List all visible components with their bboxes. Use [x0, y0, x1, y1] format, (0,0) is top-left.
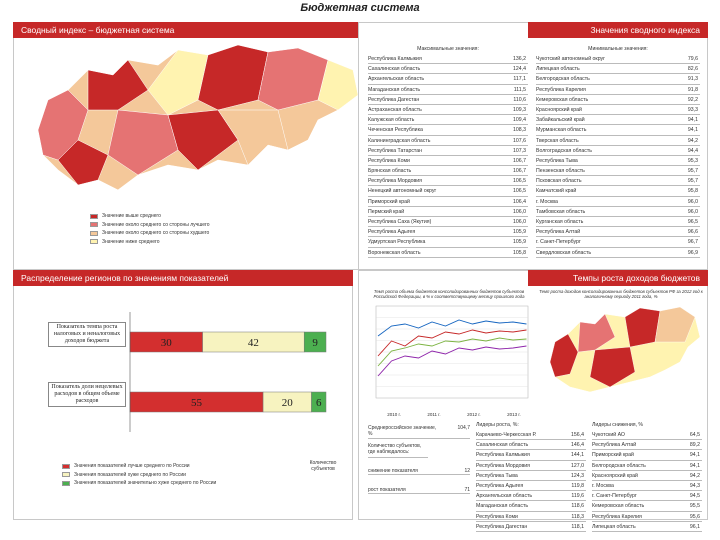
table-row: [476, 512, 586, 522]
row-value: 95,3: [687, 157, 698, 164]
distribution-legend-item: [62, 479, 322, 488]
row-value: 95,5: [689, 503, 700, 510]
row-name: Сахалинская область: [368, 66, 421, 73]
row-value: 95,6: [689, 513, 700, 520]
table-row: [536, 176, 700, 186]
row-name: Воронежская область: [368, 249, 421, 256]
row-name: Мурманская область: [536, 127, 587, 134]
table-row: [592, 501, 702, 511]
table-row: [592, 512, 702, 522]
index-panel-title: Значения сводного индекса: [528, 22, 708, 38]
row-value: 108,3: [513, 127, 526, 134]
growth-map: [540, 302, 705, 412]
row-value: 91,8: [687, 86, 698, 93]
distribution-side-label: Количество субъектов: [309, 460, 337, 472]
row-value: 111,5: [513, 86, 526, 93]
distribution-legend-item: [62, 462, 322, 471]
table-row: [368, 105, 528, 115]
increase-label: рост показателя: [368, 487, 406, 493]
table-row: [368, 64, 528, 74]
row-name: Республика Карелия: [592, 513, 642, 520]
row-name: Тамбовская область: [536, 208, 586, 215]
table-row: [536, 115, 700, 125]
row-value: 110,6: [513, 96, 526, 103]
distribution-bar-label: [48, 382, 126, 426]
distribution-bar-value: 6: [315, 397, 322, 409]
row-name: Республика Адыгея: [476, 482, 524, 489]
row-name: Республика Дагестан: [476, 523, 528, 530]
legend-label: Значения показателей хуже среднего по России: [74, 471, 186, 478]
legend-label: Значения показателей лучше среднего по России: [74, 463, 190, 470]
row-name: Удмуртская Республика: [368, 239, 426, 246]
leaders-header: Лидеры роста, %:: [476, 422, 519, 428]
row-name: г. Санкт-Петербург: [536, 239, 581, 246]
row-value: 94,2: [687, 137, 698, 144]
row-name: Приморский край: [368, 198, 410, 205]
row-value: 95,7: [687, 178, 698, 185]
table-row: [536, 217, 700, 227]
table-row: [476, 440, 586, 450]
row-value: 91,3: [687, 76, 698, 83]
row-name: Республика Дагестан: [368, 96, 420, 103]
legend-swatch: [62, 472, 70, 477]
row-name: Республика Тыва: [536, 157, 578, 164]
row-value: 106,4: [513, 198, 526, 205]
table-row: [536, 248, 700, 258]
row-name: Республика Тыва: [476, 472, 518, 479]
distribution-legend: [62, 462, 322, 488]
row-name: Забайкальский край: [536, 117, 585, 124]
table-row: [592, 491, 702, 501]
row-value: 96,9: [687, 249, 698, 256]
row-name: Курганская область: [536, 219, 584, 225]
row-value: 94,1: [689, 452, 700, 459]
russia-index-map: [18, 40, 363, 200]
table-row: [476, 461, 586, 471]
bar-label-text: Показатель доли нецелевых расходов в общем объеме расходов: [48, 382, 126, 407]
table-row: [368, 197, 528, 207]
distribution-bar-value: 42: [247, 337, 259, 349]
legend-label: Значение ниже среднего: [102, 238, 160, 245]
row-value: 105,8: [513, 249, 526, 256]
row-name: Свердловская область: [536, 249, 592, 256]
row-value: 118,3: [571, 513, 584, 520]
table-row: [368, 186, 528, 196]
row-value: 156,4: [571, 432, 584, 438]
row-name: Республика Татарстан: [368, 147, 422, 154]
table-row: [536, 105, 700, 115]
row-value: 94,2: [689, 472, 700, 479]
increase-value: 71: [464, 487, 470, 493]
row-value: 119,6: [571, 493, 584, 500]
row-name: Красноярский край: [592, 472, 638, 479]
table-row: [536, 197, 700, 207]
row-name: Липецкая область: [592, 523, 636, 530]
distribution-bar-value: 30: [160, 337, 172, 349]
row-value: 64,5: [689, 432, 700, 438]
row-name: Приморский край: [592, 452, 634, 459]
legend-label: Значение выше среднего: [102, 213, 161, 220]
row-name: Ненецкий автономный округ: [368, 188, 437, 195]
avg-value: 104,7: [457, 425, 470, 431]
table-row: [368, 237, 528, 247]
row-name: Чукотский АО: [592, 432, 625, 438]
table-row: [536, 85, 700, 95]
row-value: 107,3: [513, 147, 526, 154]
table-row: [536, 227, 700, 237]
table-row: [536, 54, 700, 64]
row-name: Кемеровская область: [592, 503, 645, 510]
row-name: Республика Адыгея: [368, 229, 416, 236]
table-row: [536, 156, 700, 166]
table-row: [368, 166, 528, 176]
row-value: 106,5: [513, 188, 526, 195]
decrease-label: снижение показателя: [368, 468, 418, 474]
table-row: [536, 64, 700, 74]
legend-label: Значение около среднего со стороны худшего: [102, 230, 210, 237]
stats-block: [368, 424, 470, 494]
row-value: 107,6: [513, 137, 526, 144]
line-legend-2011: 2011 г.: [427, 412, 441, 417]
map-legend-item: [90, 229, 270, 238]
table-row: [536, 237, 700, 247]
laggards-table: [592, 420, 702, 532]
row-value: 94,4: [687, 147, 698, 154]
table-row: [368, 156, 528, 166]
row-name: Республика Коми: [368, 157, 410, 164]
map-legend-item: [90, 221, 270, 230]
row-name: Калининградская область: [368, 137, 431, 144]
distribution-bar-value: 9: [312, 337, 318, 349]
row-name: Псковская область: [536, 178, 582, 185]
row-value: 127,0: [571, 462, 584, 469]
row-value: 106,5: [513, 178, 526, 185]
table-row: [476, 491, 586, 501]
leaders-table: [476, 420, 586, 532]
legend-swatch: [62, 481, 70, 486]
row-name: г. Москва: [536, 198, 558, 205]
table-row: [368, 115, 528, 125]
table-row: [536, 74, 700, 84]
max-values-table: [368, 44, 528, 258]
page-title: Бюджетная система: [300, 2, 420, 14]
decrease-value: 12: [464, 468, 470, 474]
row-name: Республика Карелия: [536, 86, 586, 93]
table-row: [368, 146, 528, 156]
table-row: [476, 471, 586, 481]
growth-map-title: Темп роста доходов консолидированных бюджетов субъектов РФ за 2012 год к аналогичному периоду 2011 года, %: [539, 289, 703, 299]
row-value: 96,5: [687, 219, 698, 225]
row-value: 118,6: [571, 503, 584, 510]
row-value: 136,2: [513, 56, 526, 62]
row-value: 94,1: [687, 127, 698, 134]
table-row: [368, 95, 528, 105]
row-name: Белгородская область: [592, 462, 646, 469]
line-legend-2013: 2013 г.: [507, 412, 521, 417]
row-value: 95,7: [687, 168, 698, 175]
table-row: [476, 522, 586, 532]
row-name: Карачаево-Черкесская Р.: [476, 432, 537, 438]
table-row: [476, 430, 586, 440]
row-name: Красноярский край: [536, 106, 582, 113]
row-name: Республика Саха (Якутия): [368, 219, 432, 225]
legend-swatch: [90, 222, 98, 227]
row-value: 124,3: [571, 472, 584, 479]
legend-label: Значения показателей значительно хуже среднего по России: [74, 480, 217, 487]
row-name: Чукотский автономный округ: [536, 56, 606, 62]
row-value: 96,1: [689, 523, 700, 530]
row-value: 96,6: [687, 229, 698, 236]
row-name: Республика Алтай: [536, 229, 581, 236]
table-row: [592, 440, 702, 450]
row-value: 106,7: [513, 157, 526, 164]
table-row: [536, 146, 700, 156]
table-row: [368, 125, 528, 135]
table-row: [592, 522, 702, 532]
map-legend-item: [90, 212, 270, 221]
row-name: Чеченская Республика: [368, 127, 423, 134]
distribution-bar-chart: [20, 292, 350, 462]
table-row: [592, 430, 702, 440]
table-row: [592, 471, 702, 481]
row-value: 94,1: [689, 462, 700, 469]
legend-swatch: [90, 231, 98, 236]
row-value: 106,7: [513, 168, 526, 175]
row-name: Брянская область: [368, 168, 412, 175]
row-value: 106,0: [513, 219, 526, 225]
row-name: Тверская область: [536, 137, 579, 144]
row-value: 93,3: [687, 106, 698, 113]
row-name: Архангельская область: [368, 76, 425, 83]
map-panel-title: Сводный индекс – бюджетная система: [13, 22, 363, 38]
row-value: 94,5: [689, 493, 700, 500]
table-row: [536, 166, 700, 176]
min-table-header: Минимальные значения:: [588, 46, 648, 52]
row-value: 94,1: [687, 117, 698, 124]
row-value: 146,4: [571, 442, 584, 449]
row-value: 89,2: [689, 442, 700, 449]
row-value: 109,4: [513, 117, 526, 124]
row-value: 109,3: [513, 106, 526, 113]
row-name: Архангельская область: [476, 493, 533, 500]
map-legend-item: [90, 238, 270, 247]
table-row: [592, 450, 702, 460]
row-name: Республика Коми: [476, 513, 518, 520]
row-value: 117,1: [513, 76, 526, 83]
row-value: 118,1: [571, 523, 584, 530]
table-row: [368, 74, 528, 84]
row-name: Республика Мордовия: [476, 462, 530, 469]
row-value: 96,0: [687, 208, 698, 215]
legend-swatch: [90, 239, 98, 244]
map-legend: [90, 212, 270, 246]
legend-swatch: [90, 214, 98, 219]
row-name: Кемеровская область: [536, 96, 589, 103]
row-name: Республика Мордовия: [368, 178, 422, 185]
row-name: г. Москва: [592, 482, 614, 489]
table-row: [368, 54, 528, 64]
table-row: [368, 227, 528, 237]
line-legend-2012: 2012 г.: [467, 412, 481, 417]
table-row: [368, 207, 528, 217]
legend-swatch: [62, 464, 70, 469]
row-value: 105,9: [513, 239, 526, 246]
row-value: 94,3: [689, 482, 700, 489]
row-value: 144,1: [571, 452, 584, 459]
avg-label: Среднероссийское значение, %: [368, 425, 437, 437]
table-row: [476, 450, 586, 460]
row-name: Камчатский край: [536, 188, 577, 195]
row-value: 92,2: [687, 96, 698, 103]
row-name: Волгоградская область: [536, 147, 592, 154]
laggards-header: Лидеры снижения, %: [592, 422, 644, 428]
row-value: 105,9: [513, 229, 526, 236]
growth-line-chart: [364, 304, 534, 410]
table-row: [536, 95, 700, 105]
count-label: Количество субъектов, где наблюдалось:: [368, 443, 428, 458]
table-row: [368, 217, 528, 227]
table-row: [536, 186, 700, 196]
row-name: Республика Алтай: [592, 442, 637, 449]
table-row: [592, 481, 702, 491]
line-chart-legend: [374, 412, 534, 417]
row-value: 124,4: [513, 66, 526, 73]
row-name: Липецкая область: [536, 66, 580, 73]
growth-panel-title: Темпы роста доходов бюджетов: [528, 270, 708, 286]
row-value: 79,6: [687, 56, 698, 62]
row-name: Пермский край: [368, 208, 405, 215]
distribution-bar-value: 20: [281, 397, 293, 409]
distribution-bar-label: [48, 322, 126, 366]
distribution-panel-title: Распределение регионов по значениям показателей: [13, 270, 353, 286]
row-name: Астраханская область: [368, 106, 422, 113]
bar-label-text: Показатель темпа роста налоговых и неналоговых доходов бюджета: [48, 322, 126, 347]
row-name: Магаданская область: [368, 86, 421, 93]
table-row: [592, 461, 702, 471]
distribution-bar-value: 55: [191, 397, 203, 409]
row-name: Калужская область: [368, 117, 415, 124]
row-name: Пензенская область: [536, 168, 585, 175]
row-value: 96,0: [687, 198, 698, 205]
row-name: Белгородская область: [536, 76, 590, 83]
table-row: [368, 248, 528, 258]
row-value: 96,7: [687, 239, 698, 246]
legend-label: Значение около среднего со стороны лучшего: [102, 221, 210, 228]
row-name: Республика Калмыкия: [368, 56, 422, 62]
max-table-header: Максимальные значения:: [417, 46, 479, 52]
row-value: 95,8: [687, 188, 698, 195]
table-row: [476, 481, 586, 491]
table-row: [476, 501, 586, 511]
row-name: Республика Калмыкия: [476, 452, 530, 459]
table-row: [536, 136, 700, 146]
row-name: Сахалинская область: [476, 442, 529, 449]
min-values-table: [536, 44, 700, 258]
table-row: [536, 125, 700, 135]
row-name: Магаданская область: [476, 503, 529, 510]
line-legend-2010: 2010 г.: [387, 412, 401, 417]
line-chart-title: Темп роста объема бюджетов консолидированных бюджетов субъектов Российской Федерации, в % к соответствующему месяцу прошлого года: [373, 289, 525, 299]
row-value: 82,6: [687, 66, 698, 73]
table-row: [368, 136, 528, 146]
row-value: 119,8: [571, 482, 584, 489]
row-name: г. Санкт-Петербург: [592, 493, 637, 500]
table-row: [368, 176, 528, 186]
table-row: [536, 207, 700, 217]
distribution-legend-item: [62, 471, 322, 480]
table-row: [368, 85, 528, 95]
row-value: 106,0: [513, 208, 526, 215]
